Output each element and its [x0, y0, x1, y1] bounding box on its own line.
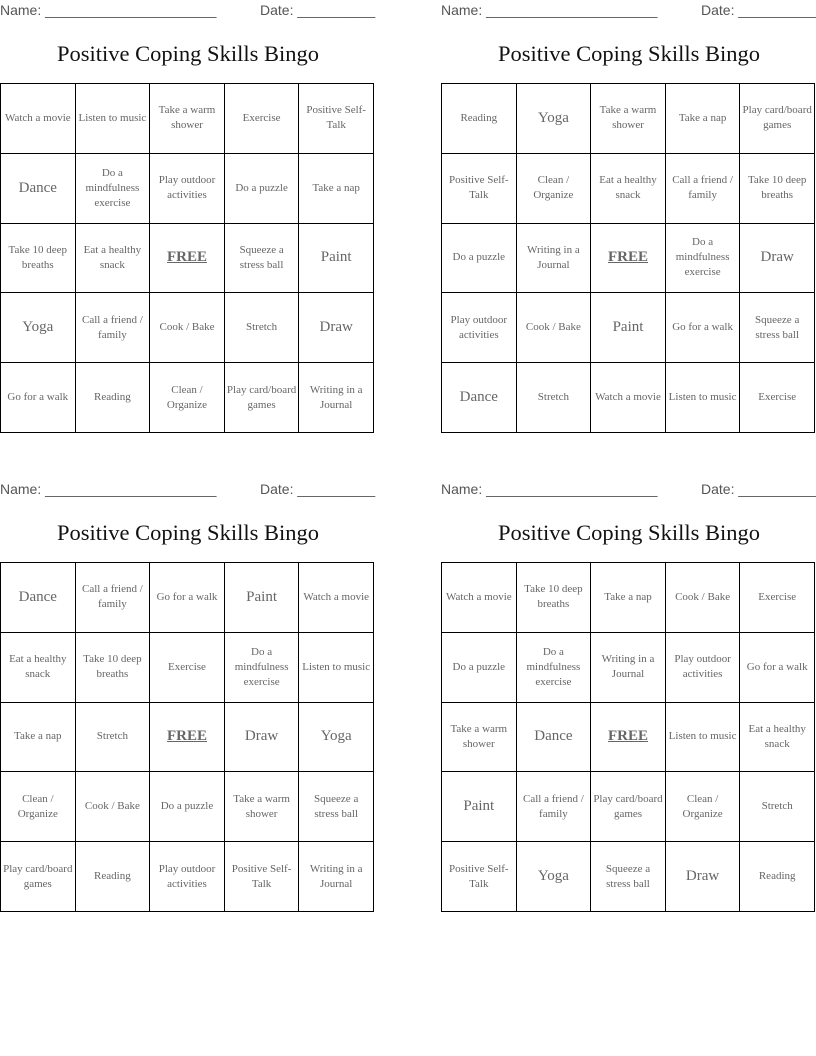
- bingo-cell: Cook / Bake: [150, 293, 225, 363]
- bingo-cell: Do a puzzle: [442, 224, 517, 294]
- bingo-cell: Call a friend / family: [76, 563, 151, 633]
- bingo-cell: Eat a healthy snack: [591, 154, 666, 224]
- bingo-cell: Go for a walk: [740, 633, 815, 703]
- bingo-cell: Positive Self-Talk: [225, 842, 300, 912]
- bingo-cell: Listen to music: [666, 703, 741, 773]
- bingo-cell: Writing in a Journal: [517, 224, 592, 294]
- bingo-cell: Go for a walk: [150, 563, 225, 633]
- bingo-cell: Stretch: [517, 363, 592, 433]
- bingo-cell: Reading: [740, 842, 815, 912]
- bingo-cell: Cook / Bake: [666, 563, 741, 633]
- bingo-cell: Exercise: [225, 84, 300, 154]
- bingo-cell: Play card/board games: [740, 84, 815, 154]
- bingo-cell: Writing in a Journal: [591, 633, 666, 703]
- card-header: [0, 481, 376, 499]
- bingo-cell: Take a warm shower: [442, 703, 517, 773]
- bingo-card-4: [441, 479, 816, 915]
- bingo-cell: Yoga: [517, 84, 592, 154]
- free-space-cell: FREE: [150, 703, 225, 773]
- bingo-cell: Dance: [442, 363, 517, 433]
- bingo-cell: Clean / Organize: [666, 772, 741, 842]
- bingo-cell: Stretch: [225, 293, 300, 363]
- bingo-cell: Play outdoor activities: [150, 842, 225, 912]
- name-field-label: Name: ______________________: [441, 481, 658, 497]
- bingo-cell: Take a nap: [666, 84, 741, 154]
- bingo-cell: Clean / Organize: [150, 363, 225, 433]
- date-field-label: Date: __________: [260, 2, 376, 18]
- bingo-cell: Listen to music: [76, 84, 151, 154]
- bingo-cell: Watch a movie: [1, 84, 76, 154]
- free-space-cell: FREE: [150, 224, 225, 294]
- bingo-cell: Play card/board games: [225, 363, 300, 433]
- name-field-label: Name: ______________________: [441, 2, 658, 18]
- bingo-cell: Take a warm shower: [591, 84, 666, 154]
- bingo-card-2: [441, 0, 816, 436]
- bingo-cell: Listen to music: [666, 363, 741, 433]
- bingo-cell: Writing in a Journal: [299, 842, 374, 912]
- bingo-cell: Play outdoor activities: [442, 293, 517, 363]
- bingo-cell: Paint: [591, 293, 666, 363]
- bingo-cell: Draw: [666, 842, 741, 912]
- bingo-cell: Do a mindfulness exercise: [225, 633, 300, 703]
- bingo-cell: Do a puzzle: [442, 633, 517, 703]
- bingo-cell: Draw: [225, 703, 300, 773]
- bingo-cell: Do a mindfulness exercise: [517, 633, 592, 703]
- bingo-cell: Squeeze a stress ball: [740, 293, 815, 363]
- bingo-cell: Exercise: [740, 363, 815, 433]
- bingo-cell: Do a puzzle: [150, 772, 225, 842]
- date-field-label: Date: __________: [701, 481, 816, 497]
- bingo-cell: Watch a movie: [591, 363, 666, 433]
- bingo-cell: Squeeze a stress ball: [591, 842, 666, 912]
- bingo-cell: Do a mindfulness exercise: [666, 224, 741, 294]
- bingo-cell: Go for a walk: [1, 363, 76, 433]
- date-field-label: Date: __________: [701, 2, 816, 18]
- bingo-cell: Paint: [299, 224, 374, 294]
- bingo-cell: Clean / Organize: [1, 772, 76, 842]
- bingo-cell: Take a warm shower: [150, 84, 225, 154]
- bingo-cell: Play outdoor activities: [666, 633, 741, 703]
- bingo-cell: Take 10 deep breaths: [517, 563, 592, 633]
- bingo-card-3: [0, 479, 376, 915]
- bingo-grid: [441, 83, 815, 433]
- bingo-cell: Dance: [1, 154, 76, 224]
- bingo-cell: Draw: [299, 293, 374, 363]
- bingo-cell: Paint: [225, 563, 300, 633]
- bingo-cell: Cook / Bake: [76, 772, 151, 842]
- bingo-cell: Squeeze a stress ball: [299, 772, 374, 842]
- bingo-cell: Dance: [517, 703, 592, 773]
- bingo-cell: Positive Self-Talk: [442, 154, 517, 224]
- bingo-cell: Clean / Organize: [517, 154, 592, 224]
- bingo-cell: Exercise: [150, 633, 225, 703]
- bingo-cell: Yoga: [517, 842, 592, 912]
- bingo-card-1: [0, 0, 376, 436]
- bingo-cell: Positive Self-Talk: [299, 84, 374, 154]
- bingo-cell: Draw: [740, 224, 815, 294]
- bingo-cell: Reading: [442, 84, 517, 154]
- bingo-cell: Play card/board games: [1, 842, 76, 912]
- bingo-cell: Take 10 deep breaths: [1, 224, 76, 294]
- bingo-cell: Take 10 deep breaths: [76, 633, 151, 703]
- bingo-cell: Yoga: [1, 293, 76, 363]
- bingo-cell: Do a mindfulness exercise: [76, 154, 151, 224]
- bingo-cell: Stretch: [740, 772, 815, 842]
- bingo-grid: [441, 562, 815, 912]
- card-header: [441, 2, 816, 20]
- bingo-grid: [0, 83, 374, 433]
- bingo-cell: Eat a healthy snack: [1, 633, 76, 703]
- card-title: Positive Coping Skills Bingo: [57, 41, 319, 66]
- bingo-cell: Cook / Bake: [517, 293, 592, 363]
- free-space-cell: FREE: [591, 224, 666, 294]
- bingo-cell: Exercise: [740, 563, 815, 633]
- bingo-grid: [0, 562, 374, 912]
- bingo-cell: Take 10 deep breaths: [740, 154, 815, 224]
- bingo-cell: Positive Self-Talk: [442, 842, 517, 912]
- bingo-cell: Listen to music: [299, 633, 374, 703]
- bingo-cell: Take a nap: [299, 154, 374, 224]
- bingo-cell: Call a friend / family: [517, 772, 592, 842]
- bingo-cell: Stretch: [76, 703, 151, 773]
- bingo-cell: Writing in a Journal: [299, 363, 374, 433]
- free-space-cell: FREE: [591, 703, 666, 773]
- date-field-label: Date: __________: [260, 481, 376, 497]
- bingo-cell: Paint: [442, 772, 517, 842]
- bingo-cell: Yoga: [299, 703, 374, 773]
- bingo-cell: Go for a walk: [666, 293, 741, 363]
- bingo-cell: Eat a healthy snack: [740, 703, 815, 773]
- bingo-cell: Watch a movie: [299, 563, 374, 633]
- bingo-cell: Watch a movie: [442, 563, 517, 633]
- bingo-cell: Take a nap: [1, 703, 76, 773]
- card-title: Positive Coping Skills Bingo: [57, 520, 319, 545]
- bingo-cell: Call a friend / family: [666, 154, 741, 224]
- bingo-cell: Play outdoor activities: [150, 154, 225, 224]
- card-title: Positive Coping Skills Bingo: [498, 520, 760, 545]
- bingo-cell: Take a warm shower: [225, 772, 300, 842]
- card-title: Positive Coping Skills Bingo: [498, 41, 760, 66]
- bingo-cell: Reading: [76, 363, 151, 433]
- bingo-cell: Reading: [76, 842, 151, 912]
- bingo-cell: Play card/board games: [591, 772, 666, 842]
- name-field-label: Name: ______________________: [0, 481, 217, 497]
- bingo-cell: Do a puzzle: [225, 154, 300, 224]
- bingo-cell: Take a nap: [591, 563, 666, 633]
- bingo-cell: Dance: [1, 563, 76, 633]
- card-header: [0, 2, 376, 20]
- bingo-cell: Call a friend / family: [76, 293, 151, 363]
- bingo-cell: Squeeze a stress ball: [225, 224, 300, 294]
- name-field-label: Name: ______________________: [0, 2, 217, 18]
- bingo-cell: Eat a healthy snack: [76, 224, 151, 294]
- card-header: [441, 481, 816, 499]
